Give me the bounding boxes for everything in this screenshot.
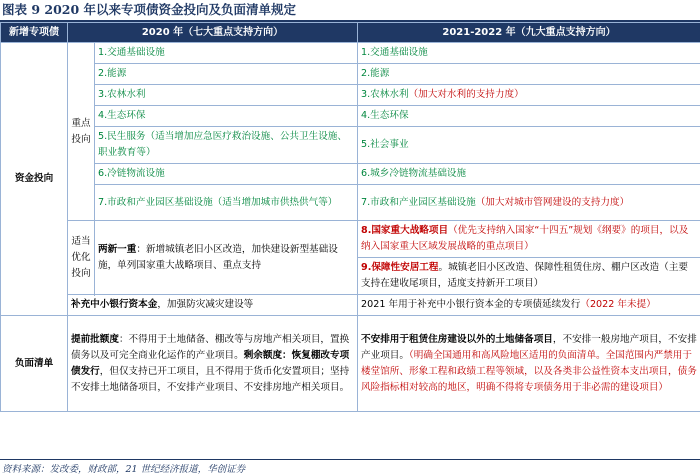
source-note: 资料来源：发改委，财政部，21 世纪经济报道，华创证券 [2, 464, 246, 475]
item-main: 5.社会事业 [361, 139, 409, 150]
header-bond: 新增专项债 [1, 23, 68, 43]
header-2020: 2020 年（七大重点支持方向） [68, 23, 358, 43]
item-main: 2.能源 [361, 68, 390, 79]
footer-rule [0, 459, 700, 460]
list-item: 5.民生服务（适当增加应急医疗救治设施、公共卫生设施、职业教育等） [95, 127, 358, 164]
neg-2021-lead: 不安排用于租赁住房建设以外的土地储备项目 [361, 333, 553, 345]
bank-capital-2021 [358, 295, 700, 316]
header-row [1, 23, 700, 43]
list-item: 1.交通基础设施 [95, 43, 358, 64]
header-2021-2022: 2021-2022 年（九大重点支持方向） [358, 23, 700, 43]
bank-2021-highlight: （2022 年未提） [580, 299, 656, 310]
cell-lead: 两新一重 [98, 243, 137, 255]
list-item: 4.生态环保 [95, 106, 358, 127]
table-row [1, 64, 700, 85]
list-item: 3.农林水利 [95, 85, 358, 106]
neg-2021-text: ，不安排一般房地产项目，不安排产业项目。 [361, 333, 697, 361]
negative-list-2020 [68, 316, 358, 412]
section-negative-list: 负面清单 [1, 316, 68, 412]
item-main: 6.城乡冷链物流基础设施 [361, 168, 467, 179]
table-row [1, 316, 700, 412]
table-row [1, 295, 700, 316]
list-item: 7.市政和产业园区基础设施（适当增加城市供热供气等） [95, 185, 358, 221]
table-row [1, 43, 700, 64]
list-item [358, 43, 700, 64]
neg-text-1: ：不得用于土地储备、棚改等与房地产相关项目，置换债务以及可完全商业化运作的产业项目。 [71, 333, 350, 361]
cell-text: ：新增城镇老旧小区改造，加快建设新型基础设施，单列国家重大战略项目、重点支持 [98, 243, 338, 271]
list-item [358, 85, 700, 106]
moderate-direction-label: 适当优化投向 [71, 235, 91, 279]
neg-text-2: ，但仅支持已开工项目，且不得用于货币化安置项目；坚持不安排土地储备项目，不安排产业项目、不安排房地产相关项目。 [71, 365, 350, 393]
item-main: 4.生态环保 [361, 110, 409, 121]
list-item [358, 164, 700, 185]
neg-lead-2: 剩余额度：恢复棚改专项债发行 [71, 349, 350, 377]
item8-cell [358, 221, 700, 258]
bank-2021-text: 2021 年用于补充中小银行资本金的专项债延续发行 [361, 299, 581, 310]
bank-capital-2020 [68, 295, 358, 316]
key-direction-label: 重点投向 [71, 117, 91, 145]
section-key-direction [68, 43, 95, 221]
item-main: 1.交通基础设施 [361, 47, 428, 58]
table-row [1, 106, 700, 127]
item9-cell [358, 258, 700, 295]
item8-label: 8.国家重大战略项目 [361, 225, 449, 236]
table-row [1, 185, 700, 221]
section-moderate-direction [68, 221, 95, 295]
item8-text: （优先支持纳入国家“十四五”规划《纲要》的项目，以及纳入国家重大区域发展战略的重点项目） [361, 225, 689, 252]
table-row [1, 221, 700, 258]
bank-text: ，加强防灾减灾建设等 [157, 299, 254, 310]
figure-title: 图表 9 2020 年以来专项债资金投向及负面清单规定 [2, 2, 297, 17]
item-main: 3.农林水利 [361, 89, 409, 100]
list-item [358, 106, 700, 127]
list-item [358, 127, 700, 164]
bank-lead: 补充中小银行资本金 [71, 299, 158, 310]
negative-list-2021 [358, 316, 700, 412]
list-item [358, 64, 700, 85]
item-main: 7.市政和产业园区基础设施 [361, 196, 476, 208]
list-item: 2.能源 [95, 64, 358, 85]
item9-label: 9.保障性安居工程 [361, 262, 439, 273]
list-item: 6.冷链物流设施 [95, 164, 358, 185]
neg-lead-1: 提前批额度 [71, 333, 119, 345]
neg-2021-highlight: （明确全国通用和高风险地区适用的负面清单。全国范围内严禁用于楼堂馆所、形象工程和政绩工程等领域，以及各类非公益性资本支出项目，债务风险指标相对较高的地区，明确不得将专项债务用于非必需的建设项目） [361, 349, 697, 393]
table-row [1, 127, 700, 164]
special-bond-table [0, 22, 700, 412]
item9-text: 。城镇老旧小区改造、保障性租赁住房、棚户区改造（主要支持在建收尾项目，适度支持新开工项目） [361, 262, 688, 289]
item-extra: （加大对水利的支持力度） [408, 89, 524, 100]
list-item [358, 185, 700, 221]
table-row [1, 85, 700, 106]
two-new-one-heavy-cell [95, 221, 358, 295]
section-fund-direction: 资金投向 [1, 43, 68, 316]
item-extra: （加大对城市管网建设的支持力度） [475, 196, 630, 208]
table-row [1, 164, 700, 185]
